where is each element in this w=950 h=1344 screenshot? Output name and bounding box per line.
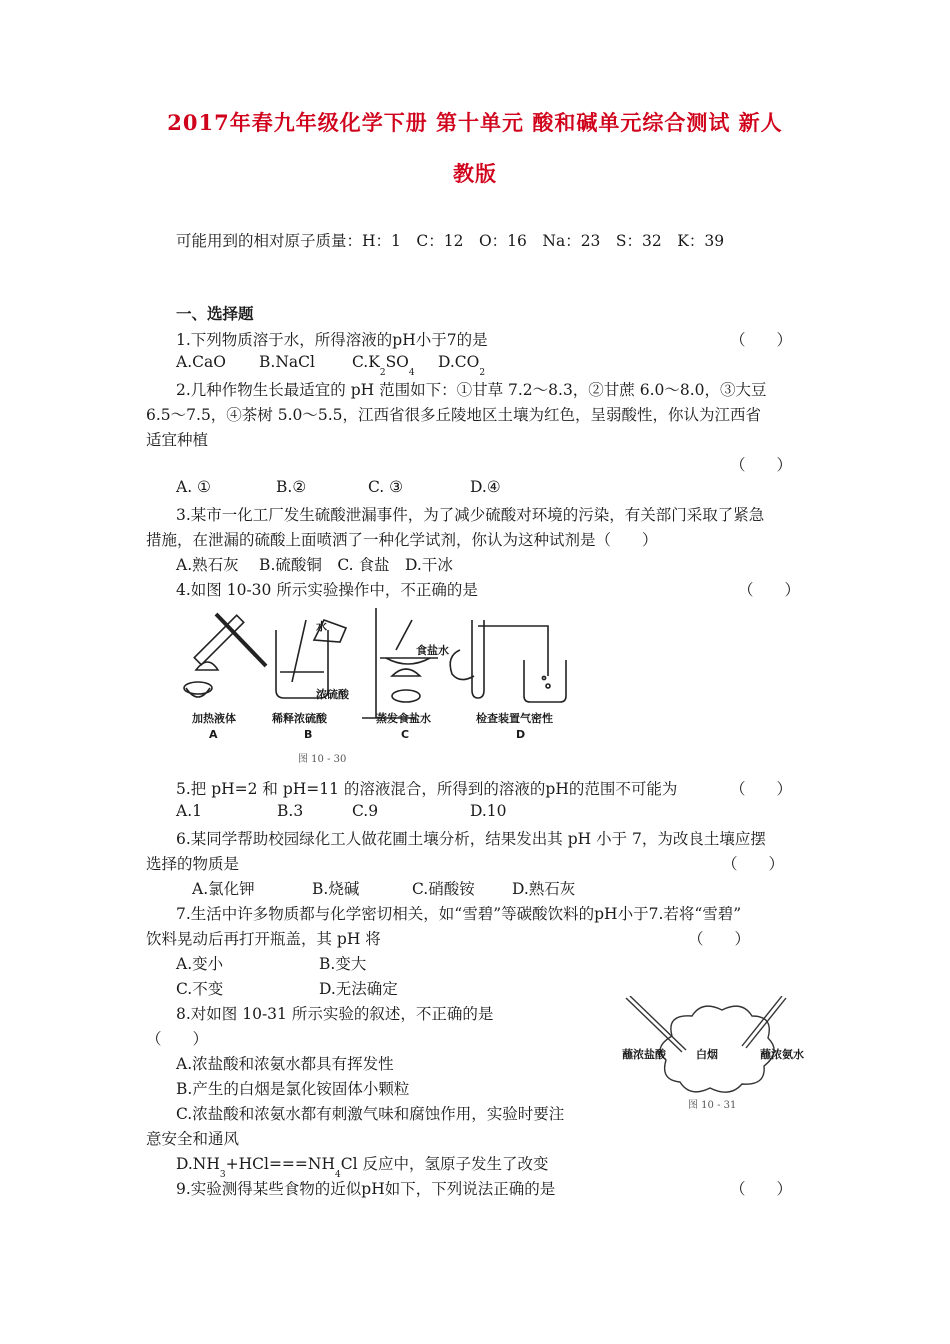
q8-option-c-line-2: 意安全和通风	[146, 1130, 240, 1148]
q5-option-b: B.3	[277, 802, 304, 820]
q3-options: A.熟石灰 B.硫酸铜 C. 食盐 D.干冰	[176, 556, 453, 574]
atomic-masses: 可能用到的相对原子质量：H：1 C：12 O：16 Na：23 S：32 K：39	[176, 232, 725, 250]
q7-option-d: D.无法确定	[319, 980, 398, 998]
q2-option-a: A. ①	[176, 478, 211, 496]
q5-option-a: A.1	[176, 802, 202, 820]
label-conc-ammonia: 蘸浓氨水	[760, 1048, 804, 1061]
lab-apparatus-illustration	[176, 600, 596, 770]
figure-10-31	[612, 996, 842, 1116]
q1-options	[176, 353, 485, 378]
q8-option-b: B.产生的白烟是氯化铵固体小颗粒	[176, 1080, 410, 1098]
q8-option-d: $D.NH_3+HCl===NH_4Cl$ 反应中，氢原子发生了改变	[176, 1155, 549, 1180]
q5-answer-paren: （ ）	[730, 780, 793, 798]
q2-option-b: B.②	[276, 478, 307, 496]
q9-stem: 9.实验测得某些食物的近似pH如下，下列说法正确的是	[176, 1180, 556, 1198]
q3-line-1: 3.某市一化工厂发生硫酸泄漏事件，为了减少硫酸对环境的污染，有关部门采取了紧急	[176, 506, 765, 524]
q8-answer-paren: （ ）	[146, 1030, 209, 1048]
q7-options-row-2	[176, 977, 398, 999]
letter-d: D	[516, 728, 526, 741]
title-line-2: 教版	[453, 161, 497, 186]
q6-option-b: B.烧碱	[312, 880, 360, 898]
q7-line-1: 7.生活中许多物质都与化学密切相关，如“雪碧”等碳酸饮料的pH小于7.若将“雪碧”	[176, 905, 742, 923]
figure-10-30	[176, 600, 596, 770]
label-conc-hcl: 蘸浓盐酸	[622, 1048, 666, 1061]
letter-a: A	[209, 728, 218, 741]
q2-option-d: D.④	[470, 478, 501, 496]
caption-a: 加热液体	[192, 712, 236, 725]
q8-option-c-line-1: C.浓盐酸和浓氨水都有刺激气味和腐蚀作用，实验时要注	[176, 1105, 565, 1123]
q5-stem: 5.把 pH=2 和 pH=11 的溶液混合，所得到的溶液的pH的范围不可能为	[176, 780, 678, 798]
q2-line-1: 2.几种作物生长最适宜的 pH 范围如下：①甘草 7.2～8.3，②甘蔗 6.0～8.0，③大豆	[176, 381, 767, 399]
q7-answer-paren: （ ）	[688, 930, 751, 948]
letter-c: C	[401, 728, 410, 741]
title-line-1: 2017年春九年级化学下册 第十单元 酸和碱单元综合测试 新人	[167, 110, 783, 135]
section-heading: 一、选择题	[176, 304, 254, 323]
q2-line-3: 适宜种植	[146, 431, 209, 449]
q7-option-b: B.变大	[319, 955, 367, 973]
q6-answer-paren: （ ）	[722, 855, 785, 873]
caption-b: 稀释浓硫酸	[272, 712, 327, 725]
q1-option-b: B.NaCl	[259, 353, 315, 371]
caption-c: 蒸发食盐水	[376, 712, 431, 725]
q1-option-a: A.CaO	[176, 353, 226, 371]
q4-answer-paren: （ ）	[738, 581, 801, 599]
q8-option-a: A.浓盐酸和浓氨水都具有挥发性	[176, 1055, 394, 1073]
q2-line-2: 6.5～7.5，④茶树 5.0～5.5，江西省很多丘陵地区土壤为红色，呈弱酸性，你认为江西省	[146, 406, 762, 424]
q6-line-2: 选择的物质是	[146, 855, 240, 873]
q6-option-c: C.硝酸铵	[412, 880, 475, 898]
q7-option-c: C.不变	[176, 980, 224, 998]
label-white-smoke: 白烟	[696, 1048, 718, 1061]
q3-line-2: 措施，在泄漏的硫酸上面喷洒了一种化学试剂，你认为这种试剂是（ ）	[146, 531, 658, 549]
q7-option-a: A.变小	[176, 955, 224, 973]
label-water: 水	[316, 620, 327, 633]
q2-answer-paren: （ ）	[730, 456, 793, 474]
caption-d: 检查装置气密性	[476, 712, 553, 725]
q6-options	[192, 877, 575, 899]
q1-option-c: $C.K_2SO_4$	[352, 353, 415, 378]
q1-option-d: $D.CO_2$	[438, 353, 486, 378]
q7-line-2: 饮料晃动后再打开瓶盖，其 pH 将	[146, 930, 381, 948]
q4-stem: 4.如图 10-30 所示实验操作中，不正确的是	[176, 581, 478, 599]
q1-answer-paren: （ ）	[730, 331, 793, 349]
q5-option-c: C.9	[352, 802, 379, 820]
label-conc-sulfuric-acid: 浓硫酸	[316, 688, 349, 701]
q5-option-d: D.10	[470, 802, 507, 820]
q6-line-1: 6.某同学帮助校园绿化工人做花圃土壤分析，结果发出其 pH 小于 7，为改良土壤应摆	[176, 830, 766, 848]
letter-b: B	[304, 728, 313, 741]
figure-10-31-caption: 图 10 - 31	[688, 1100, 737, 1111]
q9-answer-paren: （ ）	[730, 1180, 793, 1198]
q2-option-c: C. ③	[368, 478, 404, 496]
q1-stem: 1.下列物质溶于水，所得溶液的pH小于7的是	[176, 331, 488, 349]
q5-options	[176, 802, 507, 820]
q2-options	[176, 478, 501, 496]
q8-stem: 8.对如图 10-31 所示实验的叙述，不正确的是	[176, 1005, 494, 1023]
q7-options-row-1	[176, 952, 366, 974]
figure-10-30-caption: 图 10 - 30	[298, 754, 347, 765]
q6-option-a: A.氯化钾	[192, 880, 255, 898]
label-brine: 食盐水	[416, 644, 449, 657]
q6-option-d: D.熟石灰	[512, 880, 576, 898]
